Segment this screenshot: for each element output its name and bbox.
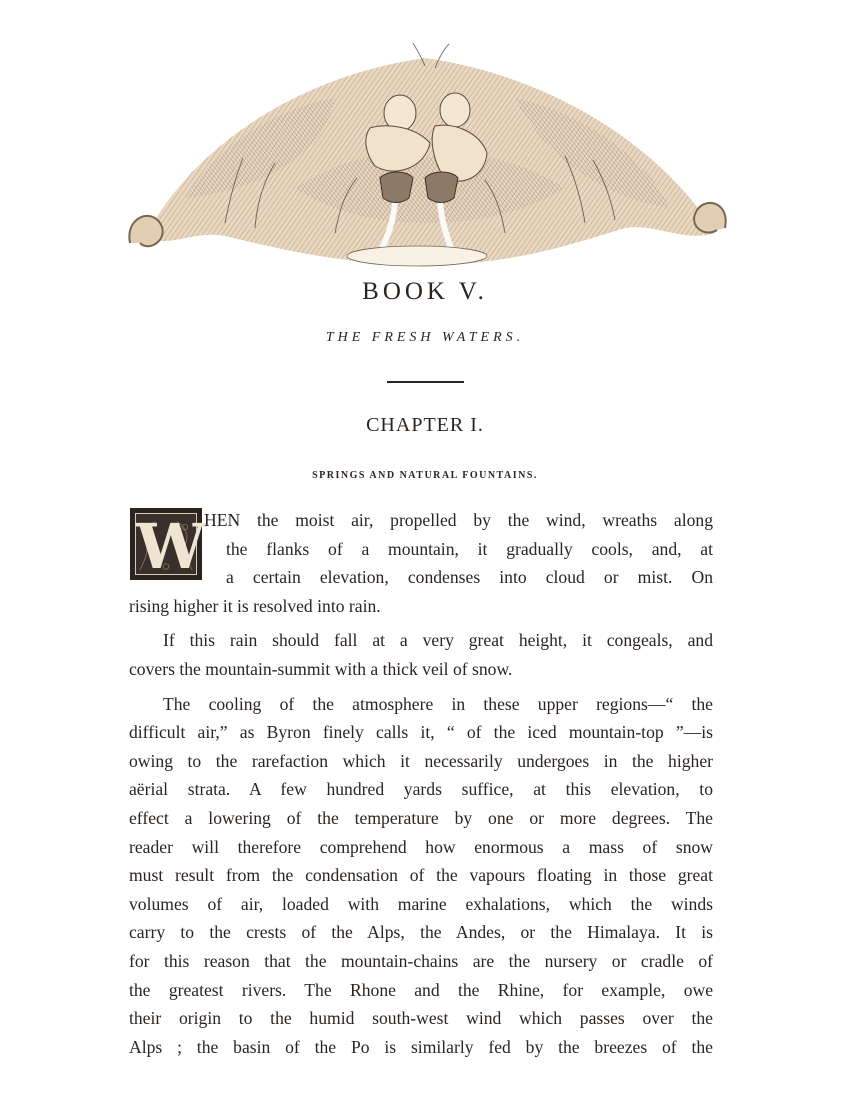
text-line: volumes of air, loaded with marine exhalations, which the winds: [129, 893, 713, 914]
text-line: for this reason that the mountain-chains are the nursery or cradle of: [129, 950, 713, 971]
text-line: the greatest rivers. The Rhone and the Rhine, for example, owe: [129, 979, 713, 1000]
initial-letter: W: [136, 510, 206, 583]
section-divider: [387, 381, 464, 383]
chapter-subtitle: SPRINGS AND NATURAL FOUNTAINS.: [312, 470, 538, 481]
book-subtitle: THE FRESH WATERS.: [325, 330, 525, 345]
body-text: [129, 506, 713, 1061]
text-line: the flanks of a mountain, it gradually cools, and, at: [226, 538, 713, 559]
text-line: effect a lowering of the temperature by one or more degrees. The: [129, 807, 713, 828]
chapter-title: CHAPTER I.: [366, 414, 484, 436]
text-line: The cooling of the atmosphere in these upper regions—“ the: [163, 693, 713, 714]
text-line: reader will therefore comprehend how enormous a mass of snow: [129, 836, 713, 857]
text-line: aërial strata. A few hundred yards suffice, at this elevation, to: [129, 779, 713, 800]
text-line: HEN the moist air, propelled by the wind, wreaths along: [204, 510, 713, 530]
text-line: must result from the condensation of the vapours floating in those great: [129, 865, 713, 886]
text-line: If this rain should fall at a very great height, it congeals, and: [163, 630, 713, 651]
paragraph: [129, 626, 713, 683]
text-line: difficult air,” as Byron finely calls it, “ of the iced mountain-top ”—is: [129, 722, 713, 743]
book-title: BOOK V.: [362, 278, 488, 305]
text-line: owing to the rarefaction which it necessarily undergoes in the higher: [129, 750, 713, 771]
paragraph: [129, 506, 713, 620]
text-line: carry to the crests of the Alps, the Andes, or the Himalaya. It is: [129, 922, 713, 943]
headpiece-illustration: [125, 38, 730, 273]
text-line: rising higher it is resolved into rain.: [129, 595, 381, 616]
text-line: covers the mountain-summit with a thick veil of snow.: [129, 658, 513, 679]
text-line: a certain elevation, condenses into cloud or mist. On: [226, 567, 713, 588]
text-line: their origin to the humid south-west wind which passes over the: [129, 1008, 713, 1029]
text-line: Alps ; the basin of the Po is similarly fed by the breezes of the: [129, 1036, 713, 1057]
paragraph: [129, 690, 713, 1062]
